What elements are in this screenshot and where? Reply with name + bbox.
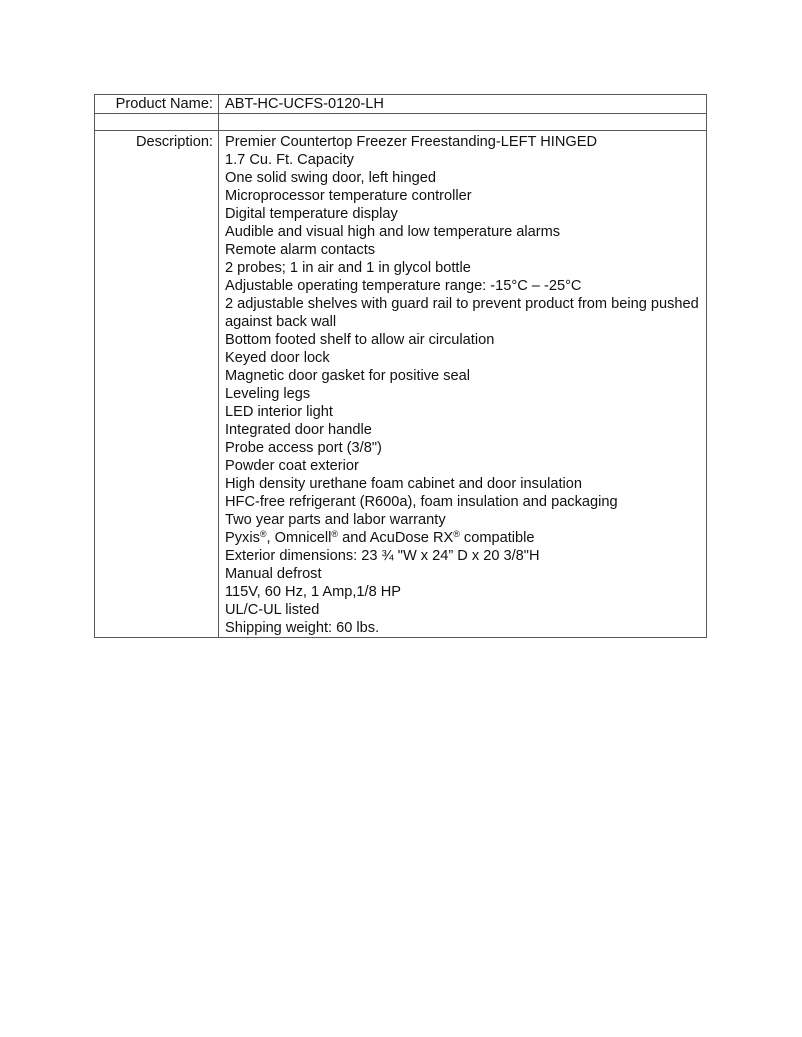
- list-item: Manual defrost: [225, 566, 322, 582]
- list-item: Shipping weight: 60 lbs.: [225, 620, 380, 636]
- list-item: HFC-free refrigerant (R600a), foam insulation and packaging: [225, 494, 618, 510]
- separator-text: ,: [266, 530, 275, 546]
- list-item: Adjustable operating temperature range: -15°C – -25°C: [225, 278, 582, 294]
- list-item: Audible and visual high and low temperature alarms: [225, 224, 561, 240]
- empty-row: [95, 114, 707, 131]
- list-item: Integrated door handle: [225, 422, 372, 438]
- separator-text: and: [338, 530, 370, 546]
- empty-label-cell: [95, 114, 219, 131]
- product-name-label: Product Name:: [95, 95, 219, 114]
- list-item: Leveling legs: [225, 386, 311, 402]
- list-item: LED interior light: [225, 404, 333, 420]
- list-item: Microprocessor temperature controller: [225, 188, 472, 204]
- registered-mark: ®: [331, 529, 339, 539]
- product-spec-table: [94, 94, 707, 638]
- list-item: Keyed door lock: [225, 350, 330, 366]
- list-item: One solid swing door, left hinged: [225, 170, 436, 186]
- compatibility-line: [225, 529, 701, 547]
- list-item: Two year parts and labor warranty: [225, 512, 446, 528]
- registered-mark: ®: [259, 529, 267, 539]
- description-row: [95, 131, 707, 638]
- list-item: Exterior dimensions: 23 ¾ "W x 24” D x 20 3/8"H: [225, 548, 540, 564]
- pyxis-text: Pyxis: [225, 530, 260, 546]
- empty-value-cell: [219, 114, 707, 131]
- list-item: Digital temperature display: [225, 206, 398, 222]
- list-item: Powder coat exterior: [225, 458, 359, 474]
- list-item: 1.7 Cu. Ft. Capacity: [225, 152, 354, 168]
- omnicell-text: Omnicell: [274, 530, 332, 546]
- acudose-text: AcuDose RX: [369, 530, 454, 546]
- description-value: [219, 131, 707, 638]
- description-label: Description:: [95, 131, 219, 638]
- list-item: 2 adjustable shelves with guard rail to prevent product from being pushed against back wall: [225, 296, 699, 330]
- list-item: Probe access port (3/8"): [225, 440, 382, 456]
- product-name-value: ABT-HC-UCFS-0120-LH: [219, 95, 707, 114]
- list-item: Magnetic door gasket for positive seal: [225, 368, 470, 384]
- list-item: 2 probes; 1 in air and 1 in glycol bottle: [225, 260, 471, 276]
- list-item: Bottom footed shelf to allow air circulation: [225, 332, 495, 348]
- list-item: High density urethane foam cabinet and door insulation: [225, 476, 582, 492]
- compatible-text: compatible: [459, 530, 535, 546]
- list-item: UL/C-UL listed: [225, 602, 320, 618]
- list-item: 115V, 60 Hz, 1 Amp,1/8 HP: [225, 584, 402, 600]
- description-list: [225, 133, 701, 637]
- list-item: Remote alarm contacts: [225, 242, 376, 258]
- product-name-row: [95, 95, 707, 114]
- list-item: Premier Countertop Freezer Freestanding-LEFT HINGED: [225, 134, 598, 150]
- registered-mark: ®: [453, 529, 460, 539]
